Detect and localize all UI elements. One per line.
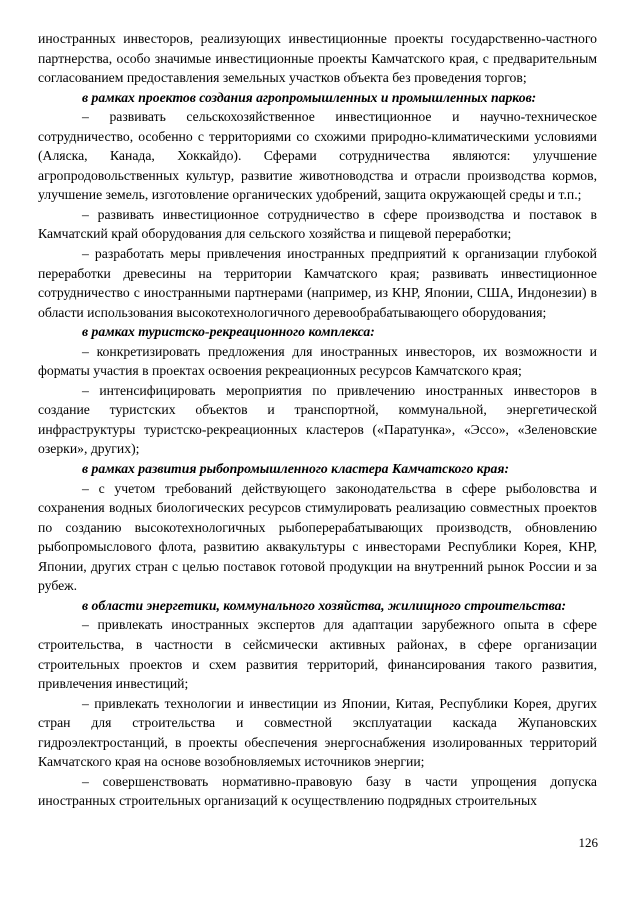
section-heading-tourism: в рамках туристско-рекреационного комплекса: [82, 324, 375, 340]
paragraph-wood-processing: – разработать меры привлечения иностранных предприятий к организации глубокой переработки древесины на территории Камчатского края; развивать инвестиционное сотрудничество с иностранными партнерами (например, из КНР, Японии, США, Индонезии) в области использования высокотехнологичного деревообрабатывающего оборудования; [38, 246, 597, 320]
section-heading-fishery-cluster: в рамках развития рыбопромышленного кластера Камчатского края: [82, 461, 510, 477]
document-body [38, 29, 597, 811]
paragraph-investors-tail: иностранных инвесторов, реализующих инвестиционные проекты государственно-частного партнерства, особо значимые инвестиционные проекты Камчатского края, с предварительным согласованием предоставления земельных участков объекта без проведения торгов; [38, 31, 597, 86]
section-heading-agro-industrial-parks: в рамках проектов создания агропромышленных и промышленных парков: [82, 89, 537, 105]
paragraph-tourism-proposals: – конкретизировать предложения для иностранных инвесторов, их возможности и форматы участия в проектах освоения рекреационных ресурсов Камчатского края; [38, 343, 597, 379]
paragraph-agricultural-cooperation: – развивать сельскохозяйственное инвестиционное и научно-техническое сотрудничество, особенно с территориями со схожими природно-климатическими условиями (Аляска, Канада, Хоккайдо). Сферами сотрудничества являются: улучшение агропродовольственных культур, развитие животноводства и отрасли производства кормов, улучшение земель, изготовление органических удобрений, защита окружающей среды и т.п.; [38, 109, 597, 203]
page-number: 126 [578, 835, 598, 850]
paragraph-foreign-experts: – привлекать иностранных экспертов для адаптации зарубежного опыта в сфере строительства, в частности в сейсмически активных районах, в сфере организации строительных проектов и схем развития территорий, финансирования такого развития, привлечения инвестиций; [38, 617, 597, 692]
paragraph-tourism-infrastructure: – интенсифицировать мероприятия по привлечению иностранных инвесторов в создание туристских объектов и транспортной, коммунальной, энергетической инфраструктуры туристско-рекреационных кластеров («Паратунка», «Эссо», «Зеленовские озерки», других); [38, 382, 597, 457]
paragraph-hydro-cascade: – привлекать технологии и инвестиции из Японии, Китая, Республики Корея, других стран для строительства и совместной эксплуатации каскада Жупановских гидроэлектростанций, в проекты обеспечения энергоснабжения изолированных территорий Камчатского края на основе возобновляемых источников энергии; [38, 695, 597, 770]
paragraph-fishery-projects: – с учетом требований действующего законодательства в сфере рыболовства и сохранения водных биологических ресурсов стимулировать реализацию совместных проектов по созданию высокотехнологичных рыбоперерабатывающих производств, обновлению рыбопромыслового флота, развитию аквакультуры с инвесторами Республики Корея, КНР, Японии, других стран с целью поставок готовой продукции на внутренний рынок России и за рубеж. [38, 480, 597, 594]
paragraph-equipment-supply: – развивать инвестиционное сотрудничество в сфере производства и поставок в Камчатский край оборудования для сельского хозяйства и пищевой переработки; [38, 206, 597, 242]
paragraph-regulatory-base: – совершенствовать нормативно-правовую базу в части упрощения допуска иностранных строительных организаций к осуществлению подрядных строительных [38, 773, 597, 809]
section-heading-energy-housing: в области энергетики, коммунального хозяйства, жилищного строительства: [82, 597, 567, 613]
